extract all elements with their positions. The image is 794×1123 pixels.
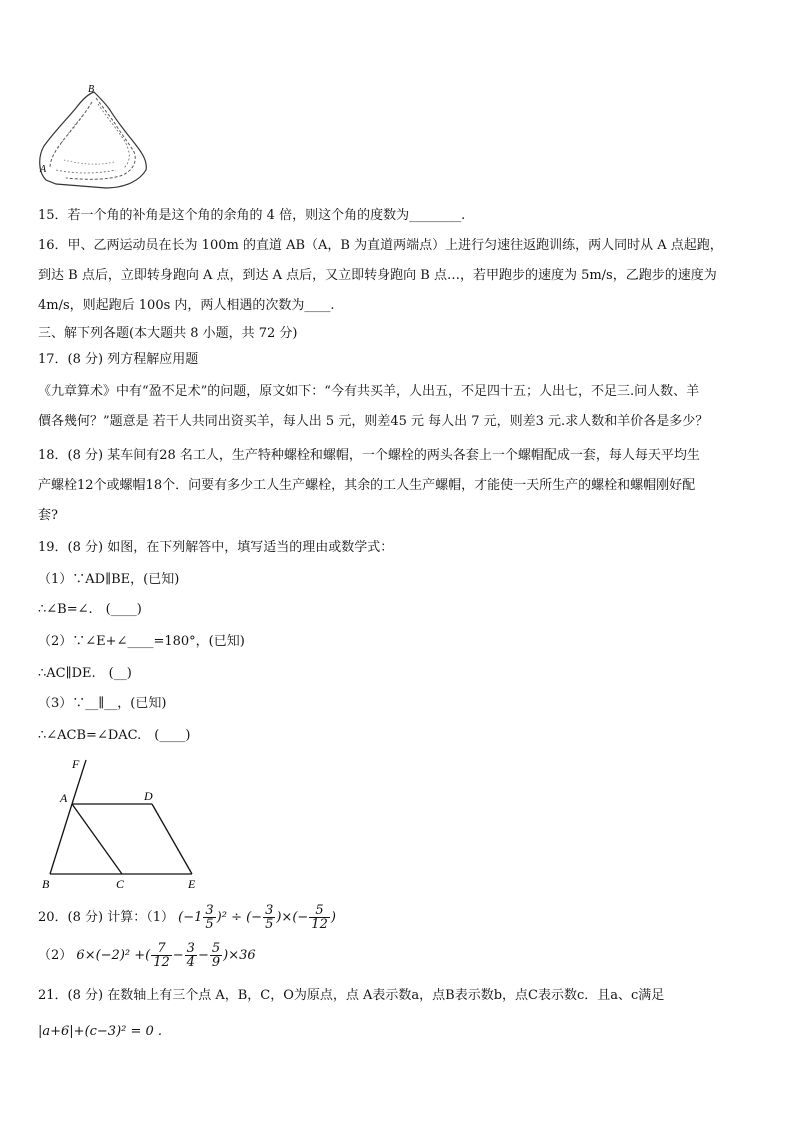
question-19-step-3: （2）∵∠E+∠____=180°，(已知) xyxy=(38,634,245,649)
question-16-line-1: 16．甲、乙两运动员在长为 100m 的直道 AB（A，B 为直道两端点）上进行匀速往返跑训练，两人同时从 A 点起跑， xyxy=(38,238,723,253)
numerator: 3 xyxy=(205,903,214,918)
fraction xyxy=(151,942,172,969)
expr-text: 6×(−2)² +( xyxy=(76,948,151,963)
expr-text: )×36 xyxy=(223,948,256,963)
denominator: 12 xyxy=(153,955,170,970)
fraction xyxy=(210,942,222,969)
question-20-part-2-label: （2） xyxy=(38,948,73,963)
question-16-line-2: 到达 B 点后，立即转身跑向 A 点，到达 A 点后，又立即转身跑向 B 点…，若甲跑步的速度为 5m/s，乙跑步的速度为 xyxy=(38,268,717,283)
numerator: 5 xyxy=(211,941,221,956)
question-19-step-5: （3）∵__∥__，(已知) xyxy=(38,696,167,711)
expr-text: (−1 xyxy=(178,910,203,925)
expr-text: − xyxy=(197,948,209,963)
point-label-e: E xyxy=(188,877,196,891)
question-18-line-1: 18．(8 分) 某车间有28 名工人，生产特种螺栓和螺帽，一个螺栓的两头各套上一个螺帽配成一套，每人每天平均生 xyxy=(38,448,700,463)
question-18-line-3: 套? xyxy=(38,508,58,523)
river-texture-3 xyxy=(58,116,114,164)
figure-label-b: B xyxy=(88,84,95,95)
question-21-line-1: 21．(8 分) 在数轴上有三个点 A，B，C，O为原点，点 A表示数a，点B表示数b，点C表示数c．且a、c满足 xyxy=(38,988,665,1003)
numerator: 3 xyxy=(265,903,274,918)
river-texture-2 xyxy=(56,104,129,173)
expr-text: ) xyxy=(330,910,336,925)
question-18-line-2: 产螺栓12个或螺帽18个．问要有多少工人生产螺栓，其余的工人生产螺帽，才能使一天所生产的螺栓和螺帽刚好配 xyxy=(38,478,696,493)
question-19-title: 19．(8 分) 如图，在下列解答中，填写适当的理由或数学式： xyxy=(38,540,394,555)
question-19-step-6: ∴∠ACB=∠DAC. (____) xyxy=(38,728,191,743)
question-21-line-2: |a+6|+(c−3)² = 0 . xyxy=(38,1024,163,1039)
denominator: 4 xyxy=(186,955,195,970)
line-ac xyxy=(72,804,122,874)
fraction xyxy=(203,904,215,931)
question-16-line-3: 4m/s，则起跑后 100s 内，两人相遇的次数为____. xyxy=(38,298,335,313)
section-3-heading: 三、解下列各题(本大题共 8 小题，共 72 分) xyxy=(38,326,298,341)
numerator: 3 xyxy=(186,941,195,956)
line-ab xyxy=(50,804,72,874)
denominator: 5 xyxy=(265,917,274,932)
question-20-part-2 xyxy=(38,942,256,969)
geometry-figure xyxy=(36,754,216,894)
denominator: 5 xyxy=(205,917,214,932)
fraction xyxy=(263,904,275,931)
river-bank-figure xyxy=(36,80,156,192)
question-20-part-1 xyxy=(38,904,336,931)
question-20-label: 20．(8 分) 计算：（1） xyxy=(38,910,174,925)
question-19-step-2: ∴∠B=∠. (____) xyxy=(38,602,142,617)
numerator: 5 xyxy=(309,904,330,918)
bank-outline xyxy=(40,92,147,188)
point-label-f: F xyxy=(72,757,80,771)
expr-text: )² ÷ (− xyxy=(216,910,263,925)
question-17-line-1: 《九章算术》中有“盈不足术”的问题，原文如下：“今有共买羊，人出五，不足四十五；人出七，不足三.问人数、羊 xyxy=(38,384,700,399)
point-label-b: B xyxy=(42,877,50,891)
question-15: 15．若一个角的补角是这个角的余角的 4 倍，则这个角的度数为________. xyxy=(38,208,466,223)
river-texture xyxy=(50,98,135,179)
question-19-step-4: ∴AC∥DE. (__) xyxy=(38,666,132,681)
fraction xyxy=(309,904,330,931)
line-de xyxy=(152,804,192,874)
question-17-line-2: 價各幾何？”题意是 若干人共同出资买羊，每人出 5 元，则差45 元 每人出 7 元，则差3 元.求人数和羊价各是多少？ xyxy=(38,414,709,429)
denominator: 12 xyxy=(311,917,328,932)
question-19-step-1: （1）∵AD∥BE，(已知) xyxy=(38,572,180,587)
point-label-c: C xyxy=(116,877,125,891)
numerator: 7 xyxy=(151,942,172,956)
denominator: 9 xyxy=(211,955,221,970)
expr-text: − xyxy=(172,948,184,963)
expr-text: )×(− xyxy=(276,910,309,925)
point-label-a: A xyxy=(60,791,68,805)
point-label-d: D xyxy=(144,789,153,803)
question-17-title: 17．(8 分) 列方程解应用题 xyxy=(38,352,199,367)
fraction xyxy=(185,942,197,969)
figure-label-a: A xyxy=(40,164,47,175)
